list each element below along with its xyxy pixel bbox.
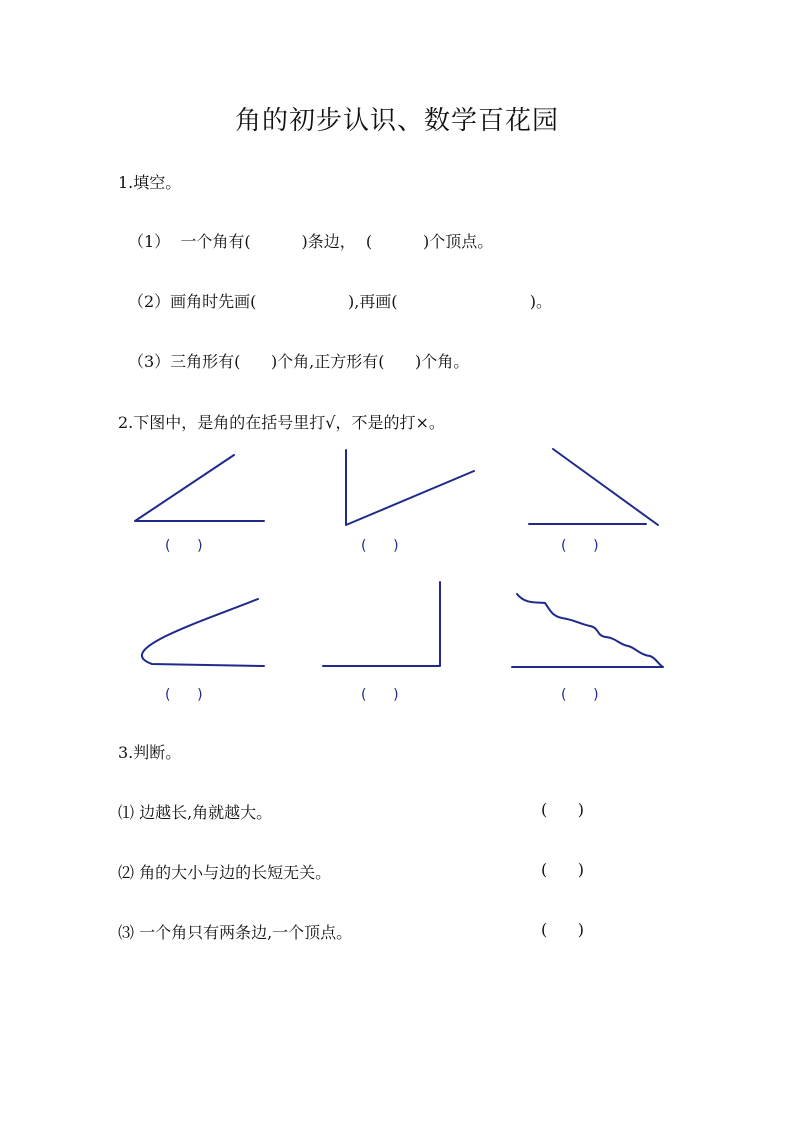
figure-4-answer-paren[interactable]: ( )	[165, 687, 203, 703]
section-2-heading: 2.下图中，是角的在括号里打√，不是的打×。	[118, 413, 445, 432]
judge-item-1-paren[interactable]: ( )	[541, 800, 584, 819]
question-1-1: （1） 一个角有( )条边， ( )个顶点。	[128, 232, 494, 251]
right-angle-figure	[323, 582, 440, 666]
curve-figure	[142, 599, 264, 666]
figure-1-answer-paren[interactable]: ( )	[165, 538, 203, 554]
judge-item-3: ⑶ 一个角只有两条边,一个顶点。	[118, 923, 353, 942]
question-1-2: （2）画角时先画( ),再画( )。	[128, 292, 553, 311]
judge-item-1: ⑴ 边越长,角就越大。	[118, 803, 273, 822]
page-title: 角的初步认识、数学百花园	[234, 106, 559, 136]
judge-item-2: ⑵ 角的大小与边的长短无关。	[118, 863, 332, 882]
figure-3-answer-paren[interactable]: ( )	[561, 538, 599, 554]
judge-item-2-paren[interactable]: ( )	[541, 860, 584, 879]
angle-open-figure	[135, 455, 264, 521]
wavy-line-figure	[512, 594, 663, 667]
figure-2-answer-paren[interactable]: ( )	[361, 538, 399, 554]
separated-lines-figure	[529, 449, 658, 525]
angle-vertex-bottom-figure	[346, 450, 474, 525]
figure-6-answer-paren[interactable]: ( )	[561, 687, 599, 703]
figure-5-answer-paren[interactable]: ( )	[361, 687, 399, 703]
section-3-heading: 3.判断。	[118, 743, 182, 762]
section-1-heading: 1.填空。	[118, 173, 182, 192]
question-1-3: （3）三角形有( )个角,正方形有( )个角。	[128, 352, 470, 371]
judge-item-3-paren[interactable]: ( )	[541, 920, 584, 939]
